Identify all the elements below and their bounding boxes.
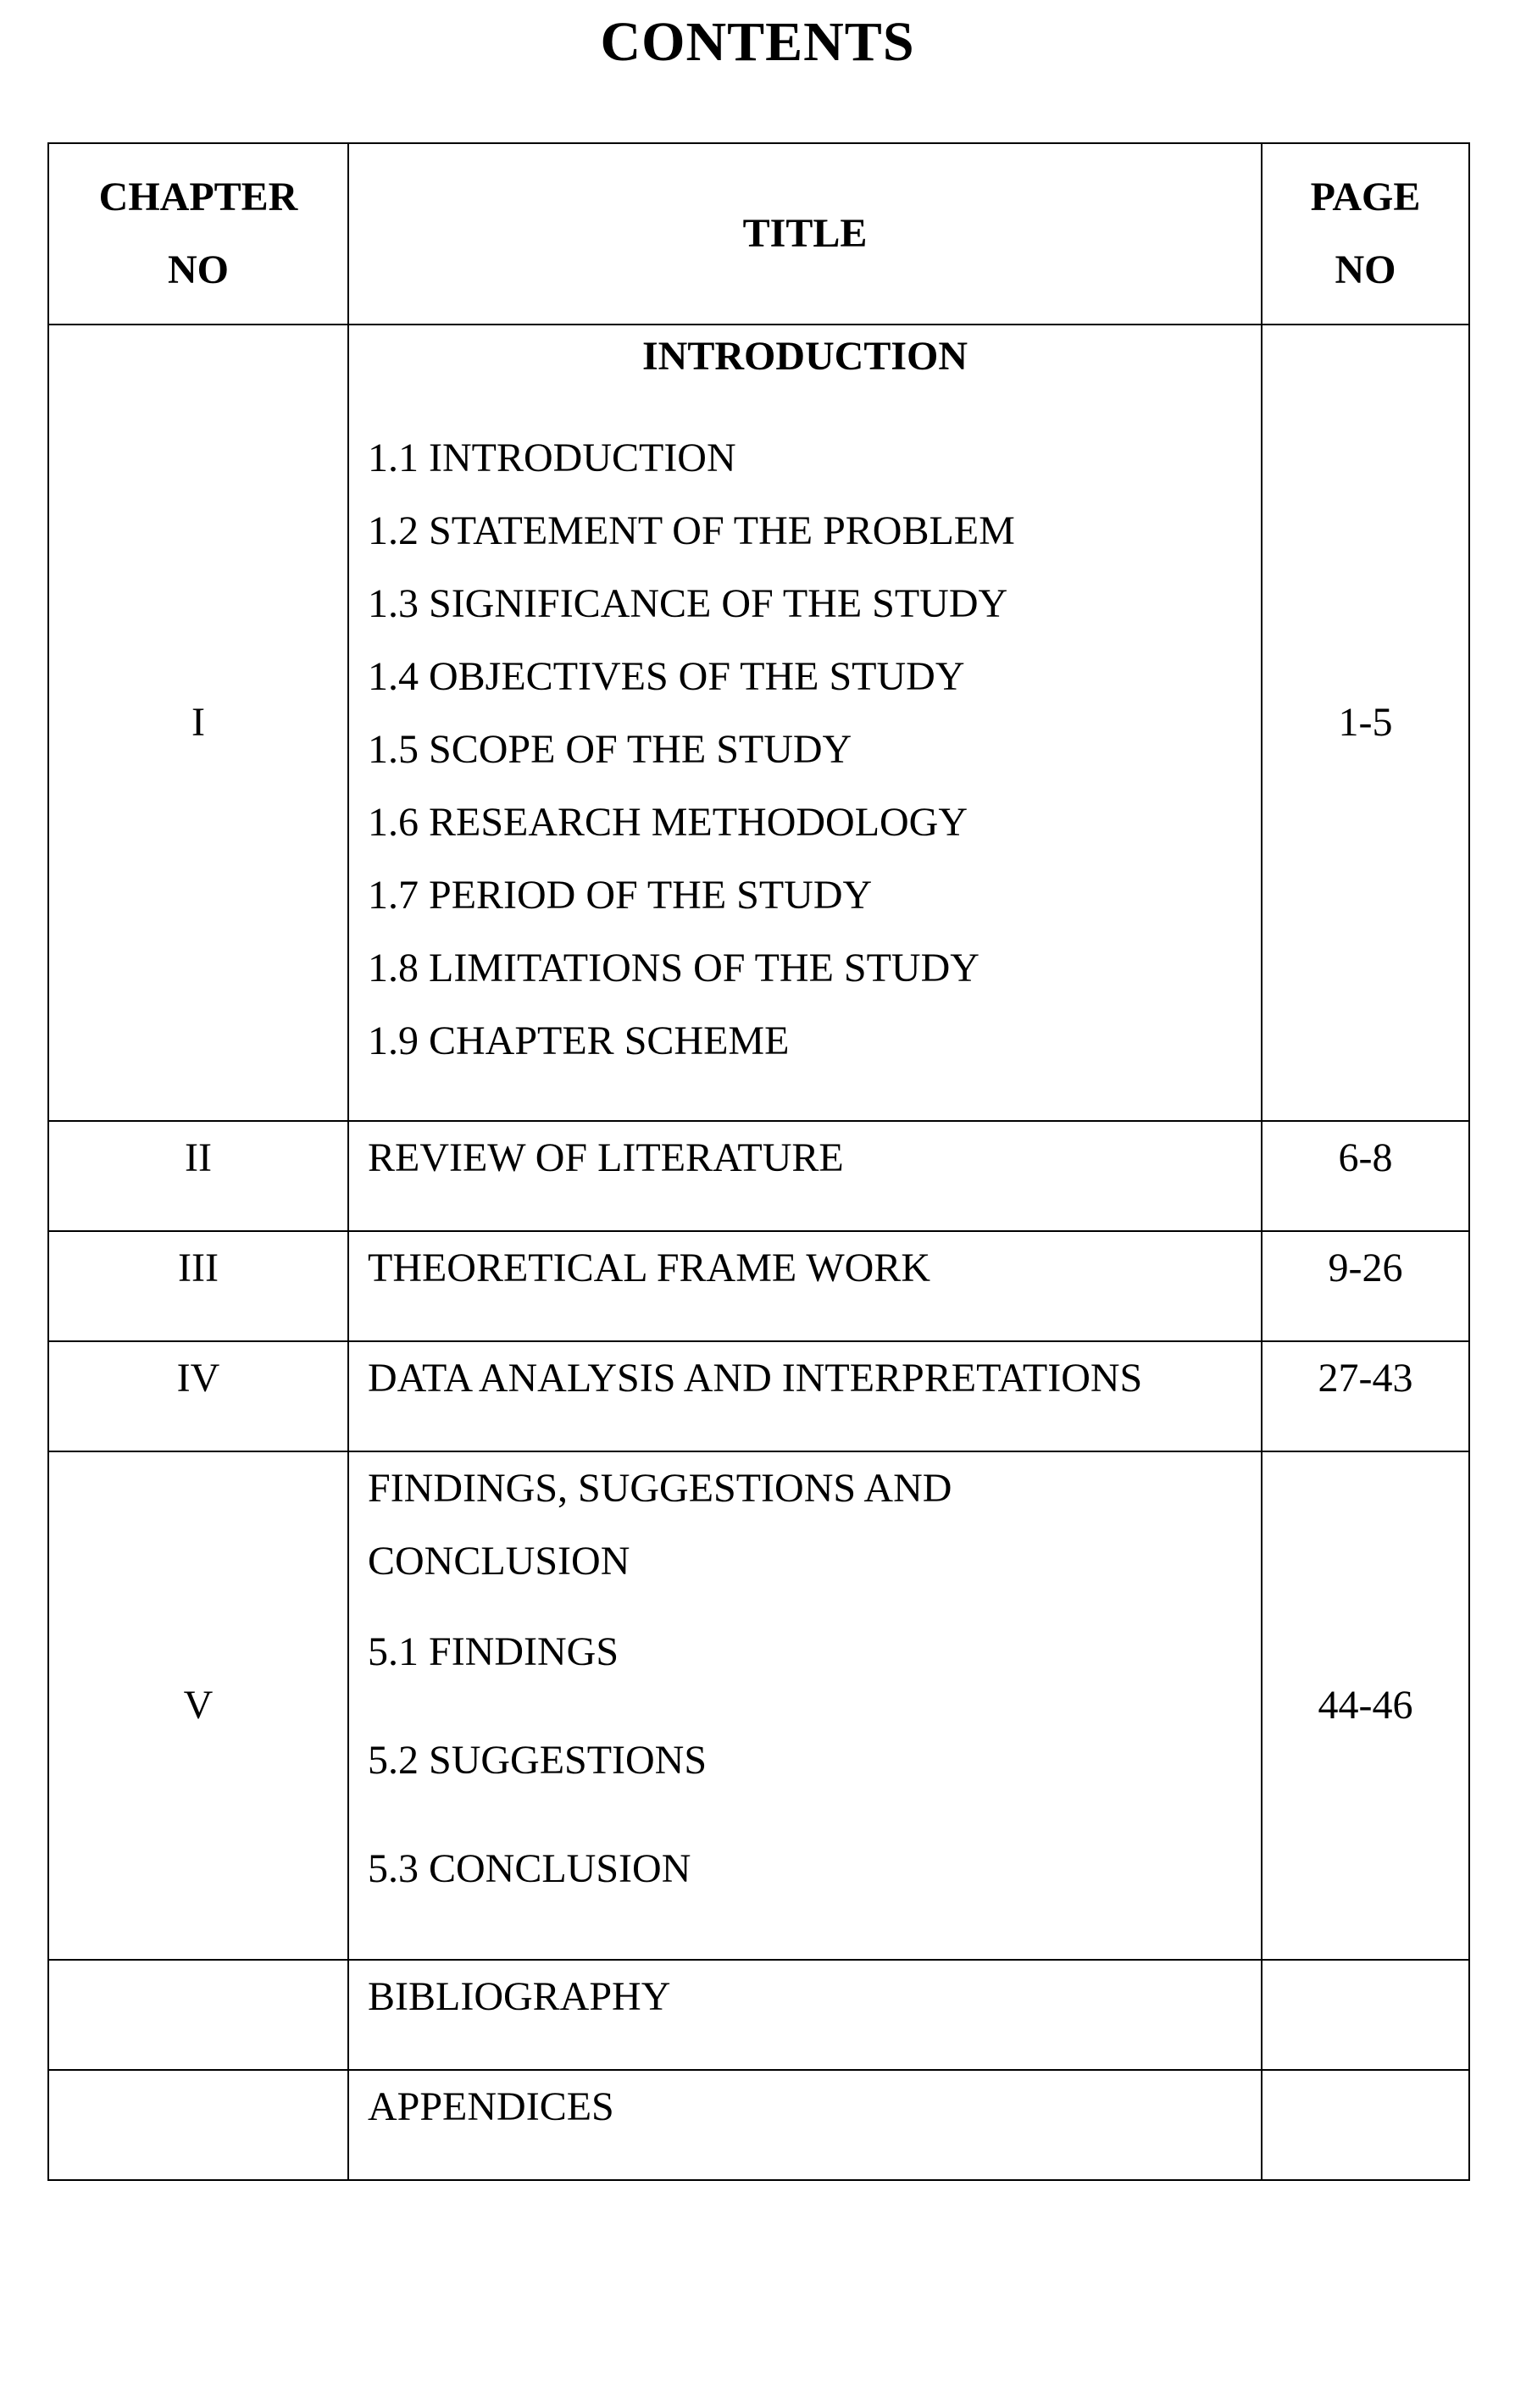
list-item: 1.8 LIMITATIONS OF THE STUDY — [368, 946, 979, 990]
chapter-header-line-2: NO — [168, 247, 229, 292]
table-row — [48, 1960, 1469, 2070]
page-range: 44-46 — [1262, 1451, 1469, 1960]
page-header-line-2: NO — [1335, 247, 1396, 292]
list-item: 1.6 RESEARCH METHODOLOGY — [368, 800, 968, 845]
list-item: 1.9 CHAPTER SCHEME — [368, 1018, 790, 1063]
title-header — [348, 143, 1262, 325]
chapter-number — [48, 1960, 348, 2070]
section-list — [368, 422, 1261, 1078]
chapter-title-cell — [348, 1451, 1262, 1960]
title-header-label: TITLE — [742, 211, 868, 256]
list-item: 5.3 CONCLUSION — [368, 1846, 691, 1891]
table-row — [48, 1451, 1469, 1960]
list-item: 1.1 INTRODUCTION — [368, 436, 736, 480]
table-row — [48, 325, 1469, 1121]
contents-table — [47, 142, 1470, 2181]
page-range — [1262, 2070, 1469, 2180]
chapter-number: IV — [48, 1341, 348, 1451]
list-item: 1.4 OBJECTIVES OF THE STUDY — [368, 654, 965, 699]
chapter-heading: INTRODUCTION — [641, 334, 968, 379]
table-row — [48, 1121, 1469, 1231]
page-range: 9-26 — [1262, 1231, 1469, 1341]
chapter-title: APPENDICES — [348, 2070, 1262, 2180]
chapter-title: REVIEW OF LITERATURE — [348, 1121, 1262, 1231]
page-header-line-1: PAGE — [1310, 175, 1421, 219]
chapter-title-cell — [348, 325, 1262, 1121]
chapter-number: II — [48, 1121, 348, 1231]
table-row — [48, 1341, 1469, 1451]
chapter-heading-line-1: FINDINGS, SUGGESTIONS AND — [368, 1466, 952, 1511]
chapter-number: V — [48, 1451, 348, 1960]
page-range: 27-43 — [1262, 1341, 1469, 1451]
chapter-number: III — [48, 1231, 348, 1341]
chapter-title: THEORETICAL FRAME WORK — [348, 1231, 1262, 1341]
chapter-number — [48, 2070, 348, 2180]
chapter-title: DATA ANALYSIS AND INTERPRETATIONS — [348, 1341, 1262, 1451]
table-row — [48, 2070, 1469, 2180]
list-item: 5.1 FINDINGS — [368, 1629, 619, 1674]
page-title: CONTENTS — [600, 11, 915, 73]
header-row — [48, 143, 1469, 325]
page-no-header — [1262, 143, 1469, 325]
chapter-no-header — [48, 143, 348, 325]
list-item: 1.5 SCOPE OF THE STUDY — [368, 727, 852, 772]
chapter-heading-line-2: CONCLUSION — [368, 1539, 630, 1584]
chapter-number: I — [48, 325, 348, 1121]
chapter-title: BIBLIOGRAPHY — [348, 1960, 1262, 2070]
list-item: 1.3 SIGNIFICANCE OF THE STUDY — [368, 581, 1008, 626]
page-range: 1-5 — [1262, 325, 1469, 1121]
list-item: 5.2 SUGGESTIONS — [368, 1738, 708, 1783]
list-item: 1.7 PERIOD OF THE STUDY — [368, 873, 873, 918]
chapter-header-line-1: CHAPTER — [98, 175, 298, 219]
list-item: 1.2 STATEMENT OF THE PROBLEM — [368, 508, 1015, 553]
page-range — [1262, 1960, 1469, 2070]
table-row — [48, 1231, 1469, 1341]
page-range: 6-8 — [1262, 1121, 1469, 1231]
